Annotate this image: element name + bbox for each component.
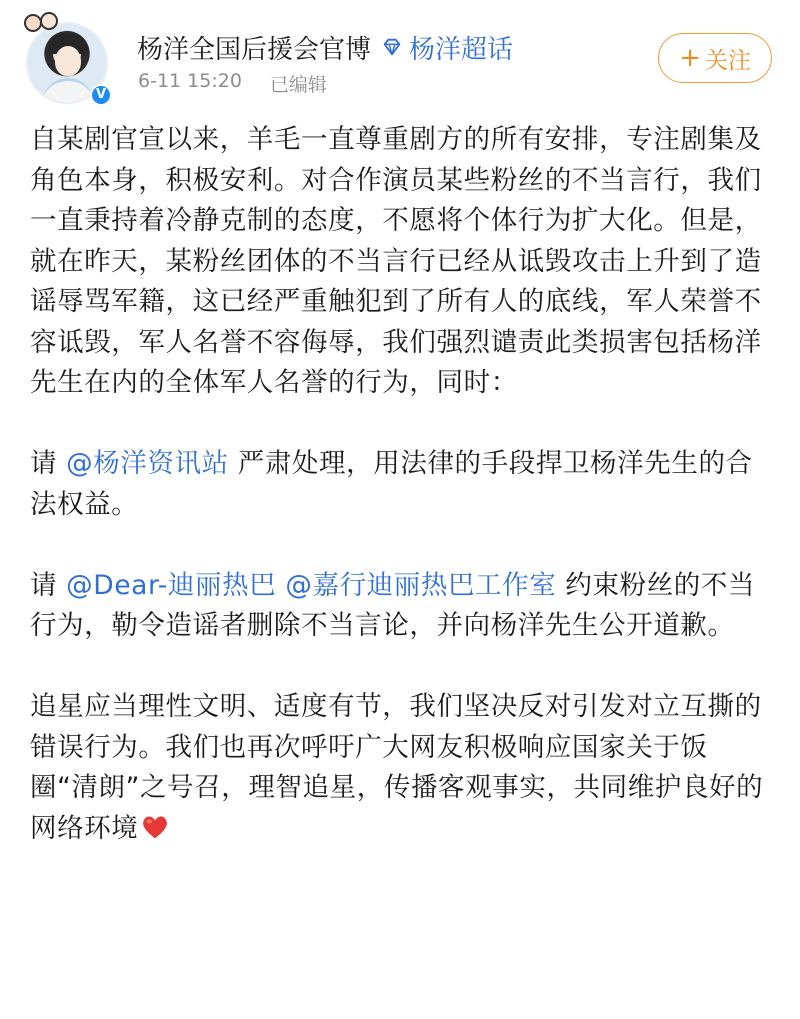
post-timestamp: 6-11 15:20 <box>138 70 242 92</box>
plus-icon: + <box>679 43 701 73</box>
diamond-icon <box>381 36 403 58</box>
verified-badge-icon: V <box>90 84 112 106</box>
post-body <box>30 120 770 849</box>
author-avatar[interactable] <box>22 10 114 106</box>
paragraph-3: 请 @Dear-迪丽热巴 @嘉行迪丽热巴工作室 约束粉丝的不当行为，勒令造谣者删除不当言论，并向杨洋先生公开道歉。 <box>30 569 756 641</box>
edit-status[interactable]: 已编辑 <box>269 74 327 96</box>
follow-button[interactable] <box>658 33 772 83</box>
post-header <box>0 0 800 118</box>
topic-link[interactable]: 杨洋超话 <box>409 34 514 65</box>
chibi-sticker-icon <box>22 10 62 40</box>
mention-link[interactable]: @嘉行迪丽热巴工作室 <box>285 569 557 601</box>
heart-icon <box>140 812 170 842</box>
author-name-row <box>137 30 513 64</box>
follow-label: 关注 <box>704 47 751 74</box>
paragraph-4: 追星应当理性文明、适度有节，我们坚决反对引发对立互撕的错误行为。我们也再次呼吁广大网友积极响应国家关于饭圈“清朗”之号召，理智追星，传播客观事实，共同维护良好的网络环境 <box>30 691 764 844</box>
paragraph-1: 自某剧官宣以来，羊毛一直尊重剧方的所有安排，专注剧集及角色本身，积极安利。对合作演员某些粉丝的不当言行，我们一直秉持着冷静克制的态度，不愿将个体行为扩大化。但是，就在昨天，某粉丝团体的不当言行已经从诋毁攻击上升到了造谣辱骂军籍，这已经严重触犯到了所有人的底线，军人荣誉不容诋毁，军人名誉不容侮辱，我们强烈谴责此类损害包括杨洋先生在内的全体军人名誉的行为，同时： <box>30 124 762 398</box>
mention-link[interactable]: @Dear-迪丽热巴 <box>66 569 277 601</box>
mention-link[interactable]: @杨洋资讯站 <box>66 448 229 479</box>
post-meta <box>138 70 327 97</box>
paragraph-2: 请 @杨洋资讯站 严肃处理，用法律的手段捍卫杨洋先生的合法权益。 <box>30 448 753 520</box>
author-name[interactable]: 杨洋全国后援会官博 <box>137 34 372 65</box>
